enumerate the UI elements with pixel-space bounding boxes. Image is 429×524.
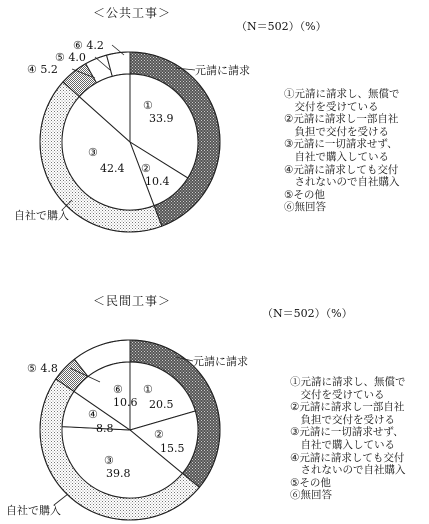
chart1-outer-label-4: ⑥ 4.2 (73, 39, 104, 52)
chart1-inner-label-0: ① (143, 99, 153, 112)
chart2-inner-label-3: ④ (88, 408, 98, 421)
chart1-legend-line-3: 負担で交付を受ける (284, 125, 389, 138)
chart2-inner-value-1: 15.5 (160, 442, 185, 455)
chart1-legend-line-9: ⑥無回答 (284, 201, 326, 214)
chart2-legend-line-1: 交付を受けている (290, 388, 385, 401)
chart1-legend-line-0: ①元請に請求し、無償で (284, 88, 400, 100)
chart2-legend-line-7: されないので自社購入 (290, 464, 406, 477)
chart2-note: （N＝502）（%） (262, 307, 353, 320)
chart1-inner-label-1: ② (141, 162, 151, 175)
chart1-legend-line-6: ④元請に請求しても交付 (284, 163, 399, 176)
chart1-inner-value-0: 33.9 (149, 112, 174, 125)
chart2-legend-line-0: ①元請に請求し、無償で (290, 376, 406, 388)
chart2-inner-label-0: ① (143, 383, 153, 396)
chart1-legend-line-8: ⑤その他 (284, 188, 325, 201)
chart1-inner-label-2: ③ (88, 146, 98, 159)
chart1-inner-value-1: 10.4 (145, 175, 170, 188)
chart2-legend-line-2: ②元請に請求し一部自社 (290, 401, 405, 414)
chart2-title: ＜民間工事＞ (93, 294, 172, 308)
chart2-inner-label-1: ② (154, 428, 164, 441)
chart1-legend-line-2: ②元請に請求し一部自社 (284, 113, 399, 126)
chart1-legend-line-7: されないので自社購入 (284, 176, 400, 189)
chart1-legend-line-4: ③元請に一切請求せず、 (284, 138, 398, 151)
chart2-inner-value-2: 39.8 (106, 467, 131, 480)
chart1-legend-line-5: 自社で購入している (284, 150, 389, 163)
chart2-inner-label-5: ⑥ (113, 383, 123, 396)
chart1-outer-label-2: ④ 5.2 (27, 63, 58, 76)
chart2-inner-label-2: ③ (104, 454, 114, 467)
chart2-legend-line-9: ⑥無回答 (290, 489, 332, 502)
chart2-legend-line-5: 自社で購入している (290, 438, 395, 451)
chart1-outer-label-1: 自社で購入 (14, 209, 69, 222)
chart1-title: ＜公共工事＞ (93, 6, 172, 20)
chart2-outer-label-2: ⑤ 4.8 (27, 362, 58, 375)
chart1-inner-value-2: 42.4 (100, 162, 125, 175)
chart2-outer-label-1: 自社で購入 (6, 504, 61, 517)
chart2-legend (290, 376, 406, 502)
chart2-inner-value-5: 10.6 (113, 396, 138, 409)
chart2-legend-line-4: ③元請に一切請求せず、 (290, 426, 404, 439)
chart2-legend-line-3: 負担で交付を受ける (290, 413, 395, 426)
chart1-outer-label-3: ⑤ 4.0 (55, 51, 86, 64)
chart2-legend-line-6: ④元請に請求しても交付 (290, 451, 405, 464)
chart2-legend-line-8: ⑤その他 (290, 476, 331, 489)
chart1-legend-line-1: 交付を受けている (284, 100, 379, 113)
chart1-note: （N＝502）（%） (236, 20, 327, 33)
chart2-inner-value-0: 20.5 (149, 398, 174, 411)
chart1-outer-label-0: 元請に請求 (195, 64, 250, 77)
chart2-outer-label-0: 元請に請求 (193, 355, 248, 368)
chart2-inner-value-3: 8.8 (96, 422, 114, 435)
